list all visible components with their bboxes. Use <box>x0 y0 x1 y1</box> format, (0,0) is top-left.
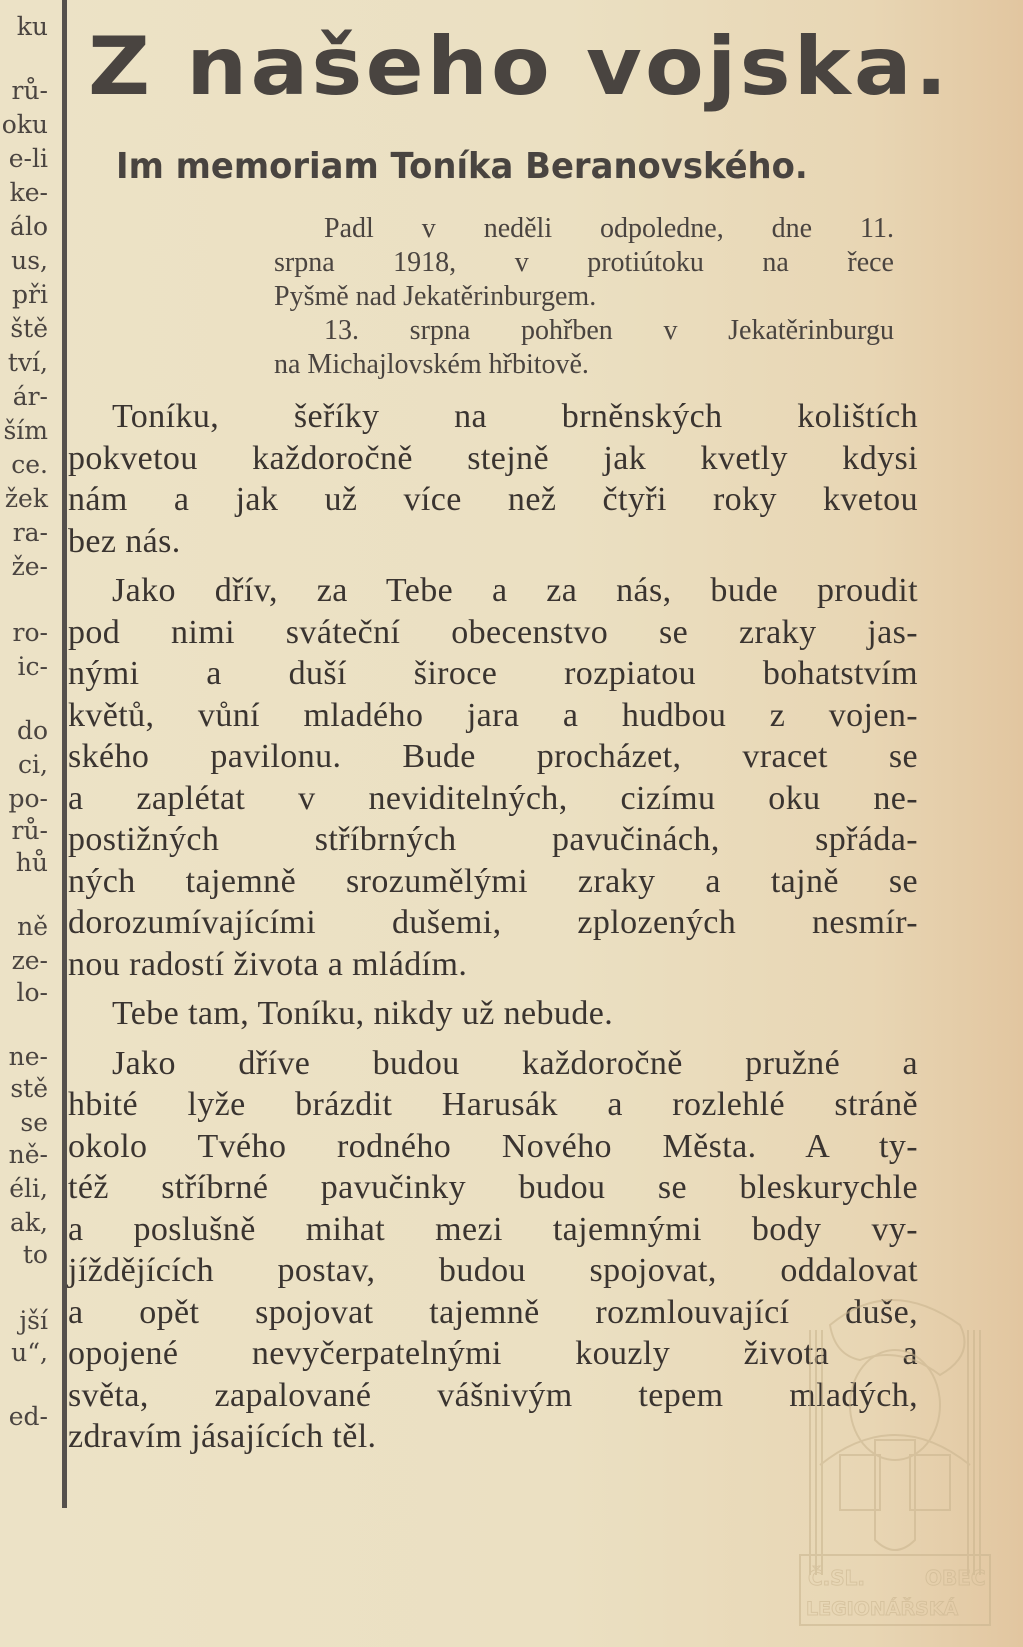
paragraph-line: okolo Tvého rodného Nového Města. A ty- <box>68 1127 918 1165</box>
paragraph-line: ných tajemně srozumělými zraky a tajně se <box>68 862 918 900</box>
notice-line: na Michajlovském hřbitově. <box>274 349 589 380</box>
column-fragment: éli, <box>9 1174 48 1203</box>
paragraph-line: Toníku, šeříky na brněnských kolištích <box>112 398 918 435</box>
column-fragment: rů- <box>11 816 48 845</box>
column-fragment: se <box>20 1108 48 1137</box>
column-rule <box>62 0 67 1508</box>
paragraph <box>68 396 918 562</box>
column-fragment: rů- <box>11 76 48 105</box>
paragraph-line: postižných stříbrných pavučinách, spřáda- <box>68 821 918 858</box>
notice-line: Padl v neděli odpoledne, dne 11. <box>324 213 894 244</box>
column-fragment: oku <box>1 110 48 139</box>
column-fragment: ze- <box>11 946 48 975</box>
column-fragment: tví, <box>7 348 48 377</box>
paragraph-line: květů, vůní mladého jara a hudbou z vojen- <box>68 696 918 734</box>
paragraph-line: pokvetou každoročně stejně jak kvetly kdysi <box>68 439 918 477</box>
paragraph-line: dorozumívajícími dušemi, zplozených nesmír- <box>68 904 918 941</box>
paragraph-line: nám a jak už více než čtyři roky kvetou <box>68 481 918 518</box>
column-fragment: ci, <box>18 750 48 779</box>
column-fragment: že- <box>11 552 48 581</box>
column-fragment: ak, <box>9 1208 48 1237</box>
column-fragment: po- <box>8 784 48 813</box>
column-fragment: to <box>22 1240 48 1269</box>
paragraph <box>68 993 918 1035</box>
paragraph <box>68 570 918 985</box>
column-fragment: us, <box>11 246 48 275</box>
paragraph-line: světa, zapalované vášnivým tepem mladých, <box>68 1376 918 1414</box>
adjacent-column-fragments <box>0 0 60 1647</box>
paragraph-line: ského pavilonu. Bude procházet, vracet se <box>68 738 918 775</box>
column-fragment: ed- <box>8 1402 48 1431</box>
column-fragment: álo <box>10 212 48 241</box>
column-fragment: ně <box>17 912 48 941</box>
column-fragment: ce. <box>11 450 48 479</box>
column-fragment: ne- <box>8 1042 48 1071</box>
watermark-text-3: LEGIONÁŘSKÁ <box>806 1598 959 1620</box>
column-fragment: e-li <box>8 144 48 173</box>
column-fragment: lo- <box>16 978 48 1007</box>
paragraph-line: hbité lyže brázdit Harusák a rozlehlé stráně <box>68 1086 918 1123</box>
column-fragment: ra- <box>12 518 48 547</box>
paragraph-line: též stříbrné pavučinky budou se bleskurychle <box>68 1169 918 1206</box>
headline: Z našeho vojska. <box>88 20 951 113</box>
paragraph-line: Jako dřív, za Tebe a za nás, bude proudit <box>112 572 918 609</box>
column-fragment: ště <box>10 314 48 343</box>
notice-line: Pyšmě nad Jekatěrinburgem. <box>274 281 597 312</box>
paragraph-line: zdravím jásajících těl. <box>68 1418 377 1455</box>
column-fragment: ším <box>3 416 48 445</box>
paragraph-line: Tebe tam, Toníku, nikdy už nebude. <box>112 995 614 1032</box>
column-fragment: ár- <box>12 382 48 411</box>
paragraph-line: a zaplétat v neviditelných, cizímu oku ne- <box>68 779 918 817</box>
paragraph-line: bez nás. <box>68 522 181 560</box>
column-fragment: ro- <box>12 618 48 647</box>
paragraph-line: opojené nevyčerpatelnými kouzly života a <box>68 1335 918 1372</box>
notice-line: srpna 1918, v protiútoku na řece <box>274 247 894 278</box>
paragraph-line: a poslušně mihat mezi tajemnými body vy- <box>68 1210 918 1248</box>
column-fragment: žek <box>4 484 48 513</box>
column-fragment: do <box>16 716 48 745</box>
paragraph-line: jíždějících postav, budou spojovat, oddalovat <box>68 1252 918 1289</box>
legion-watermark-stamp <box>790 1285 1000 1630</box>
column-fragment: při <box>12 280 48 309</box>
column-fragment: stě <box>10 1074 48 1103</box>
paragraph-line: nými a duší široce rozpiatou bohatstvím <box>68 655 918 692</box>
notice-line: 13. srpna pohřben v Jekatěrinburgu <box>324 315 894 346</box>
column-fragment: hů <box>15 848 48 877</box>
column-fragment: jší <box>19 1306 48 1335</box>
paragraph-line: pod nimi sváteční obecenstvo se zraky jas- <box>68 613 918 651</box>
paragraph-line: a opět spojovat tajemně rozmlouvající duše, <box>68 1293 918 1331</box>
column-fragment: ic- <box>17 652 48 681</box>
watermark-text-1: Č.SL. <box>808 1566 866 1590</box>
subheadline: Im memoriam Toníka Beranovského. <box>116 146 808 187</box>
paragraph-line: nou radostí života a mládím. <box>68 945 468 983</box>
paragraph-line: Jako dříve budou každoročně pružné a <box>112 1044 918 1082</box>
watermark-text-2: OBEC <box>925 1566 986 1590</box>
death-notice <box>274 212 894 382</box>
column-fragment: u“, <box>11 1338 48 1367</box>
column-fragment: ke- <box>9 178 48 207</box>
column-fragment: ku <box>16 12 48 41</box>
column-fragment: ně- <box>8 1140 48 1169</box>
